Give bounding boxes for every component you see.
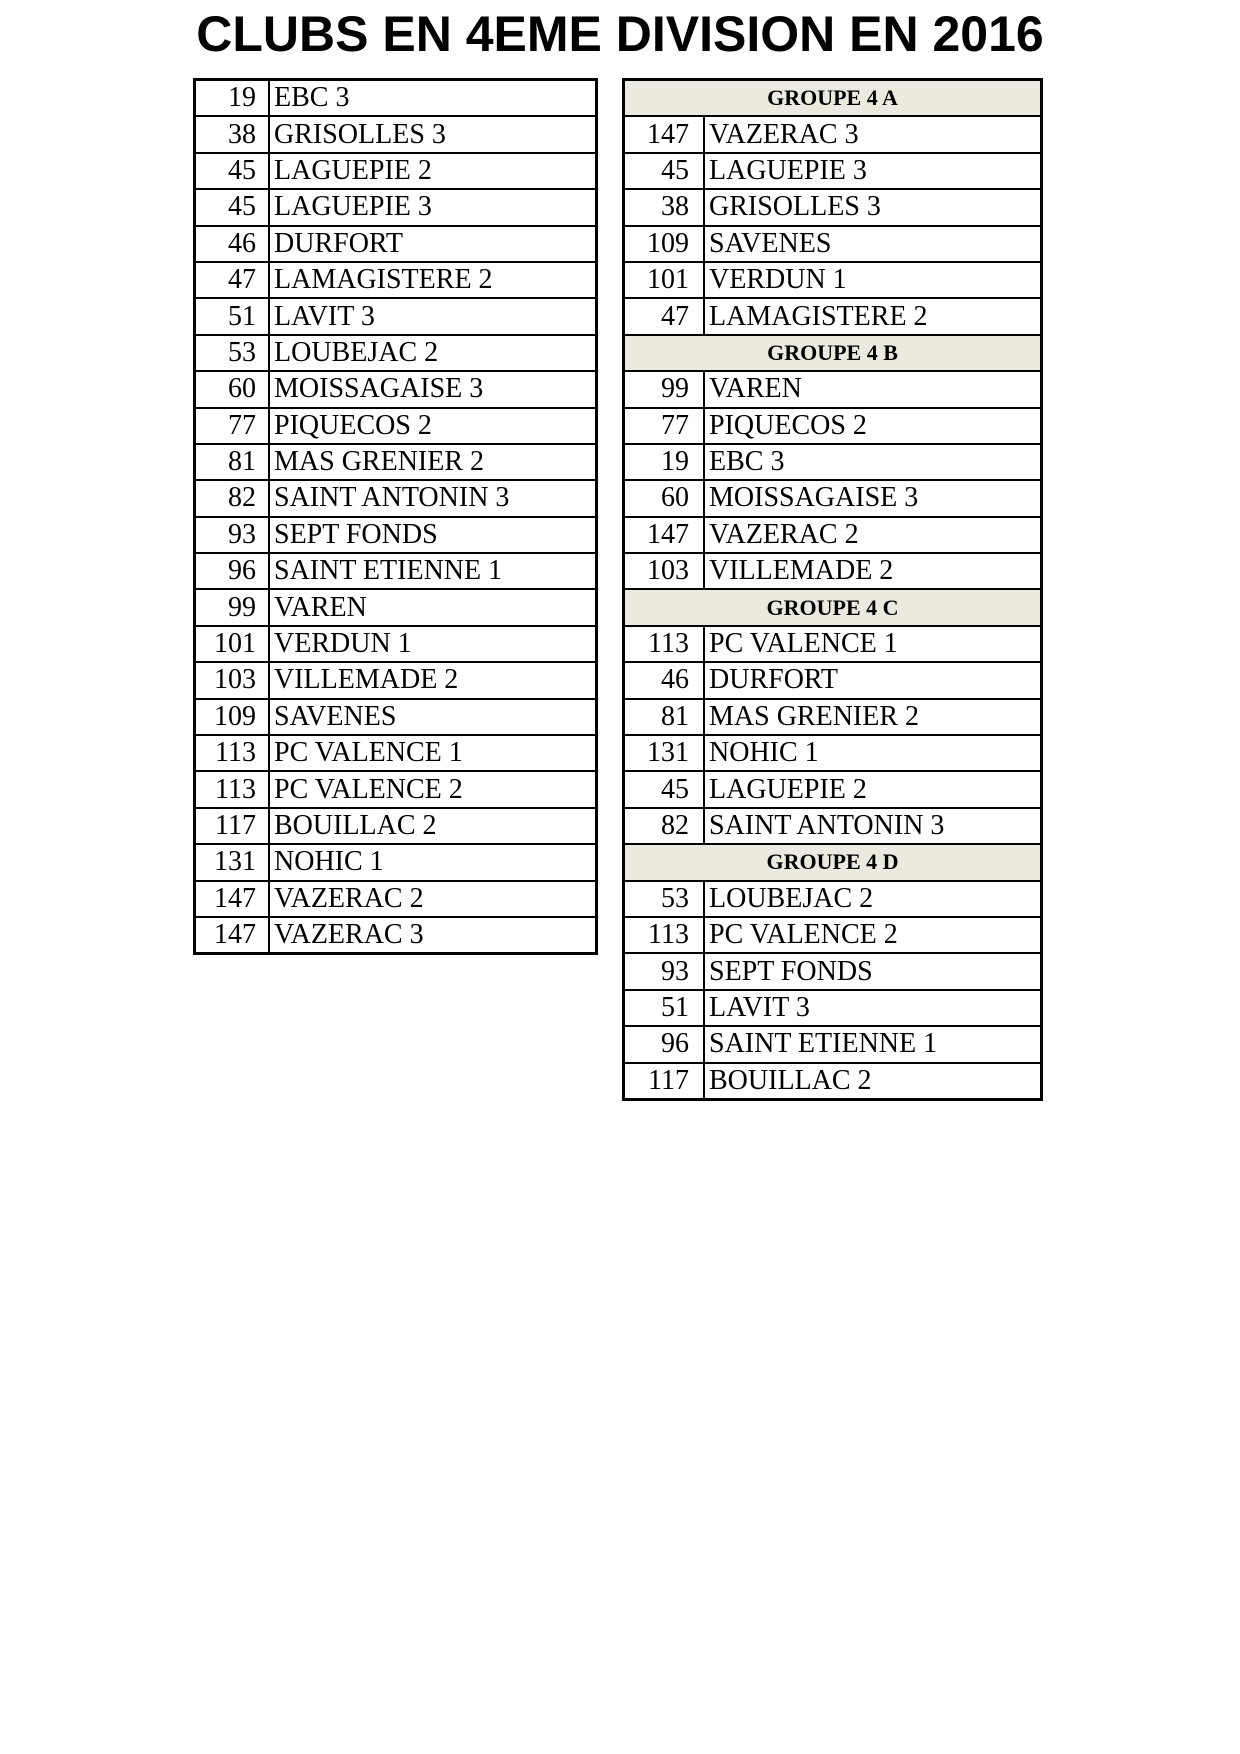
club-number: 109: [195, 699, 270, 735]
team-name: LAGUEPIE 2: [704, 771, 1042, 807]
club-name: NOHIC 1: [269, 844, 597, 880]
team-name: BOUILLAC 2: [704, 1063, 1042, 1100]
club-row: [195, 735, 597, 771]
group-team-row: [624, 262, 1042, 298]
team-name: VAZERAC 3: [704, 116, 1042, 152]
club-number: 147: [195, 917, 270, 954]
club-name: PIQUECOS 2: [269, 408, 597, 444]
team-number: 53: [624, 881, 705, 917]
team-number: 47: [624, 298, 705, 334]
team-number: 82: [624, 808, 705, 844]
group-header-row: [624, 844, 1042, 880]
club-name: VILLEMADE 2: [269, 662, 597, 698]
club-name: SAVENES: [269, 699, 597, 735]
club-number: 103: [195, 662, 270, 698]
page-title: CLUBS EN 4EME DIVISION EN 2016: [196, 6, 1044, 62]
club-name: BOUILLAC 2: [269, 808, 597, 844]
team-name: LAMAGISTERE 2: [704, 298, 1042, 334]
group-team-row: [624, 662, 1042, 698]
club-name: LOUBEJAC 2: [269, 335, 597, 371]
group-header: GROUPE 4 D: [624, 844, 1042, 880]
team-name: PC VALENCE 1: [704, 626, 1042, 662]
team-name: SEPT FONDS: [704, 953, 1042, 989]
team-number: 77: [624, 408, 705, 444]
club-number: 101: [195, 626, 270, 662]
club-row: [195, 699, 597, 735]
team-name: VILLEMADE 2: [704, 553, 1042, 589]
club-name: VAREN: [269, 589, 597, 625]
club-row: [195, 808, 597, 844]
group-team-row: [624, 553, 1042, 589]
club-row: [195, 626, 597, 662]
team-number: 99: [624, 371, 705, 407]
group-team-row: [624, 1026, 1042, 1062]
team-number: 117: [624, 1063, 705, 1100]
club-row: [195, 917, 597, 954]
club-row: [195, 662, 597, 698]
team-name: MAS GRENIER 2: [704, 699, 1042, 735]
club-name: PC VALENCE 1: [269, 735, 597, 771]
club-row: [195, 80, 597, 117]
group-team-row: [624, 371, 1042, 407]
club-number: 117: [195, 808, 270, 844]
club-number: 45: [195, 153, 270, 189]
club-number: 53: [195, 335, 270, 371]
club-number: 46: [195, 226, 270, 262]
club-row: [195, 116, 597, 152]
club-name: LAVIT 3: [269, 298, 597, 334]
club-name: LAMAGISTERE 2: [269, 262, 597, 298]
group-team-row: [624, 517, 1042, 553]
club-name: SAINT ANTONIN 3: [269, 480, 597, 516]
club-number: 45: [195, 189, 270, 225]
club-row: [195, 262, 597, 298]
club-number: 113: [195, 771, 270, 807]
group-team-row: [624, 990, 1042, 1026]
team-name: LAVIT 3: [704, 990, 1042, 1026]
team-number: 19: [624, 444, 705, 480]
team-number: 60: [624, 480, 705, 516]
team-number: 147: [624, 116, 705, 152]
club-row: [195, 226, 597, 262]
club-row: [195, 298, 597, 334]
team-name: MOISSAGAISE 3: [704, 480, 1042, 516]
club-name: VAZERAC 2: [269, 881, 597, 917]
club-row: [195, 371, 597, 407]
team-name: EBC 3: [704, 444, 1042, 480]
club-row: [195, 553, 597, 589]
group-team-row: [624, 699, 1042, 735]
team-name: SAVENES: [704, 226, 1042, 262]
team-name: VAREN: [704, 371, 1042, 407]
team-number: 103: [624, 553, 705, 589]
team-number: 93: [624, 953, 705, 989]
team-name: NOHIC 1: [704, 735, 1042, 771]
club-name: MOISSAGAISE 3: [269, 371, 597, 407]
group-team-row: [624, 189, 1042, 225]
club-number: 99: [195, 589, 270, 625]
team-number: 113: [624, 917, 705, 953]
club-number: 19: [195, 80, 270, 117]
club-row: [195, 480, 597, 516]
team-number: 113: [624, 626, 705, 662]
club-row: [195, 771, 597, 807]
club-number: 77: [195, 408, 270, 444]
club-name: VERDUN 1: [269, 626, 597, 662]
group-team-row: [624, 808, 1042, 844]
club-number: 82: [195, 480, 270, 516]
club-row: [195, 408, 597, 444]
team-name: SAINT ANTONIN 3: [704, 808, 1042, 844]
team-number: 147: [624, 517, 705, 553]
team-name: PC VALENCE 2: [704, 917, 1042, 953]
group-team-row: [624, 153, 1042, 189]
team-number: 109: [624, 226, 705, 262]
team-name: DURFORT: [704, 662, 1042, 698]
team-number: 101: [624, 262, 705, 298]
group-team-row: [624, 1063, 1042, 1100]
club-number: 131: [195, 844, 270, 880]
club-number: 113: [195, 735, 270, 771]
club-row: [195, 881, 597, 917]
team-number: 81: [624, 699, 705, 735]
team-name: SAINT ETIENNE 1: [704, 1026, 1042, 1062]
team-name: GRISOLLES 3: [704, 189, 1042, 225]
club-row: [195, 589, 597, 625]
club-name: LAGUEPIE 2: [269, 153, 597, 189]
club-number: 60: [195, 371, 270, 407]
group-team-row: [624, 408, 1042, 444]
club-name: PC VALENCE 2: [269, 771, 597, 807]
group-header-row: [624, 589, 1042, 625]
group-team-row: [624, 953, 1042, 989]
group-team-row: [624, 881, 1042, 917]
club-number: 47: [195, 262, 270, 298]
team-name: LOUBEJAC 2: [704, 881, 1042, 917]
club-number: 96: [195, 553, 270, 589]
club-name: MAS GRENIER 2: [269, 444, 597, 480]
club-row: [195, 153, 597, 189]
club-number: 147: [195, 881, 270, 917]
group-header: GROUPE 4 B: [624, 335, 1042, 371]
club-name: EBC 3: [269, 80, 597, 117]
club-list-table: [193, 78, 598, 955]
group-header: GROUPE 4 C: [624, 589, 1042, 625]
club-number: 93: [195, 517, 270, 553]
club-name: DURFORT: [269, 226, 597, 262]
group-team-row: [624, 480, 1042, 516]
club-row: [195, 189, 597, 225]
group-team-row: [624, 226, 1042, 262]
groups-table: [622, 78, 1043, 1101]
club-name: LAGUEPIE 3: [269, 189, 597, 225]
team-number: 46: [624, 662, 705, 698]
team-number: 45: [624, 153, 705, 189]
team-number: 131: [624, 735, 705, 771]
team-name: VERDUN 1: [704, 262, 1042, 298]
club-name: GRISOLLES 3: [269, 116, 597, 152]
club-row: [195, 335, 597, 371]
club-number: 38: [195, 116, 270, 152]
group-team-row: [624, 771, 1042, 807]
group-team-row: [624, 298, 1042, 334]
team-number: 38: [624, 189, 705, 225]
team-number: 96: [624, 1026, 705, 1062]
club-name: SAINT ETIENNE 1: [269, 553, 597, 589]
team-name: VAZERAC 2: [704, 517, 1042, 553]
group-header-row: [624, 335, 1042, 371]
group-header-row: [624, 80, 1042, 117]
group-team-row: [624, 735, 1042, 771]
group-team-row: [624, 116, 1042, 152]
club-number: 51: [195, 298, 270, 334]
team-name: LAGUEPIE 3: [704, 153, 1042, 189]
club-row: [195, 444, 597, 480]
club-name: VAZERAC 3: [269, 917, 597, 954]
club-name: SEPT FONDS: [269, 517, 597, 553]
club-row: [195, 844, 597, 880]
group-team-row: [624, 444, 1042, 480]
group-team-row: [624, 917, 1042, 953]
team-number: 45: [624, 771, 705, 807]
group-team-row: [624, 626, 1042, 662]
club-row: [195, 517, 597, 553]
team-number: 51: [624, 990, 705, 1026]
team-name: PIQUECOS 2: [704, 408, 1042, 444]
group-header: GROUPE 4 A: [624, 80, 1042, 117]
club-number: 81: [195, 444, 270, 480]
